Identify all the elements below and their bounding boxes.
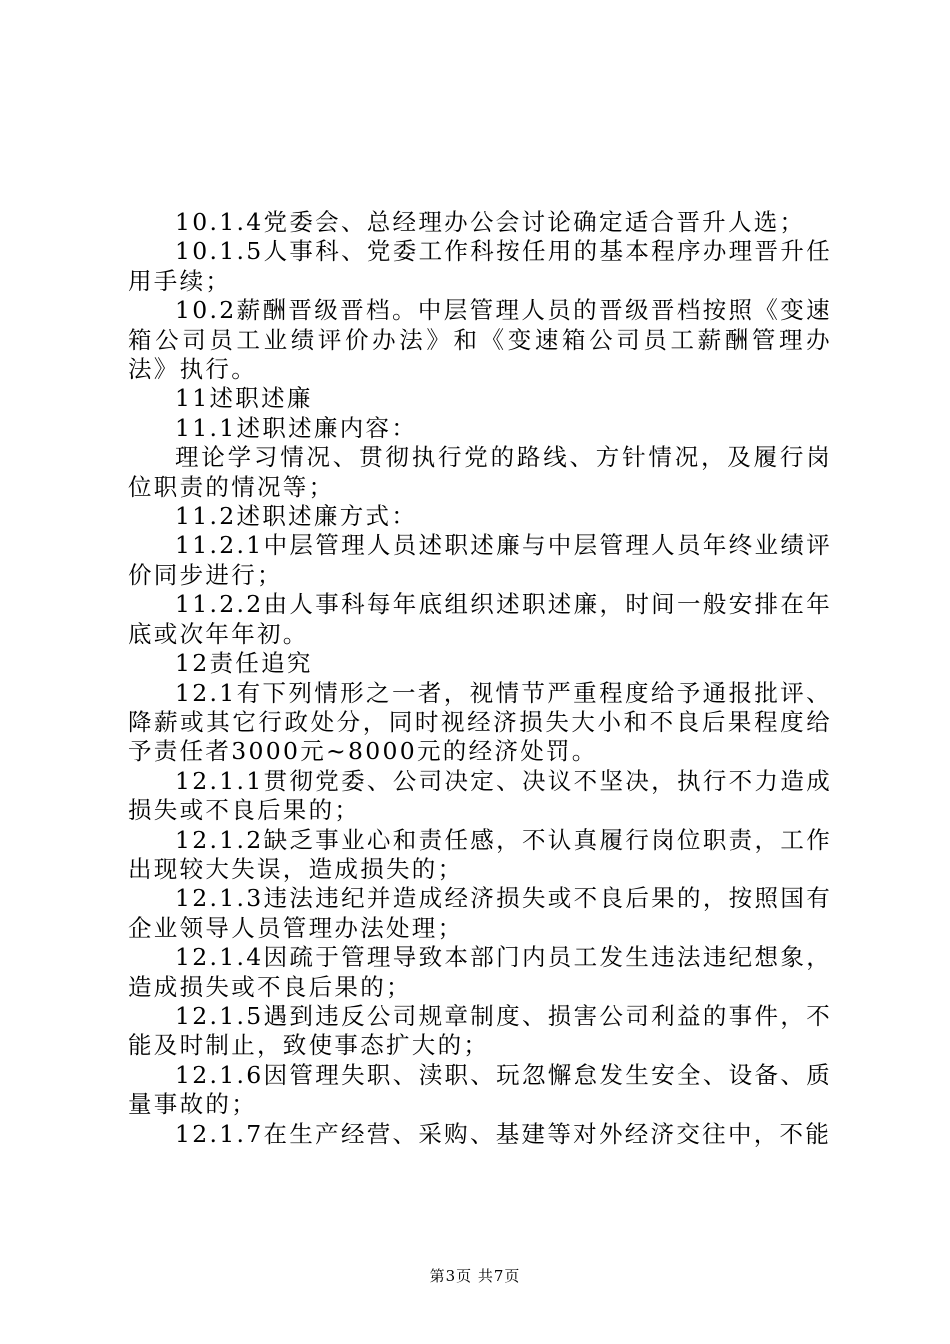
paragraph-11-1: 11.1述职述廉内容：	[175, 413, 418, 442]
paragraph-11-1-body: 理论学习情况、贯彻执行党的路线、方针情况，及履行岗位职责的情况等；	[128, 443, 832, 501]
paragraph-12-1-7: 12.1.7在生产经营、采购、基建等对外经济交往中，不能	[175, 1119, 832, 1148]
section-heading-12: 12责任追究	[175, 649, 313, 678]
paragraph-12-1-1: 12.1.1贯彻党委、公司决定、决议不坚决，执行不力造成损失或不良后果的；	[128, 766, 832, 825]
paragraph-12-1-6: 12.1.6因管理失职、渎职、玩忽懈怠发生安全、设备、质量事故的；	[128, 1060, 832, 1119]
section-heading-11: 11述职述廉	[175, 384, 313, 413]
paragraph-12-1-2: 12.1.2缺乏事业心和责任感，不认真履行岗位职责，工作出现较大失误，造成损失的；	[128, 825, 832, 883]
paragraph-10-2: 10.2薪酬晋级晋档。中层管理人员的晋级晋档按照《变速箱公司员工业绩评价办法》和《变速箱公司员工薪酬管理办法》执行。	[128, 296, 832, 384]
paragraph-11-2-2: 11.2.2由人事科每年底组织述职述廉，时间一般安排在年底或次年年初。	[128, 590, 832, 648]
paragraph-12-1-3: 12.1.3违法违纪并造成经济损失或不良后果的，按照国有企业领导人员管理办法处理；	[128, 884, 832, 942]
paragraph-11-2-1: 11.2.1中层管理人员述职述廉与中层管理人员年终业绩评价同步进行；	[128, 531, 832, 589]
page-number-footer: 第3页 共7页	[429, 1267, 521, 1285]
paragraph-10-1-4: 10.1.4党委会、总经理办公会讨论确定适合晋升人选；	[175, 208, 806, 236]
paragraph-10-1-5: 10.1.5人事科、党委工作科按任用的基本程序办理晋升任用手续；	[128, 237, 832, 295]
paragraph-11-2: 11.2述职述廉方式：	[175, 502, 418, 531]
paragraph-12-1: 12.1有下列情形之一者，视情节严重程度给予通报批评、降薪或其它行政处分，同时视经济损失大小和不良后果程度给予责任者3000元~8000元的经济处罚。	[128, 678, 832, 766]
paragraph-12-1-4: 12.1.4因疏于管理导致本部门内员工发生违法违纪想象，造成损失或不良后果的；	[128, 943, 832, 1001]
paragraph-12-1-5: 12.1.5遇到违反公司规章制度、损害公司利益的事件，不能及时制止，致使事态扩大的；	[128, 1001, 832, 1060]
document-body	[128, 208, 832, 1149]
